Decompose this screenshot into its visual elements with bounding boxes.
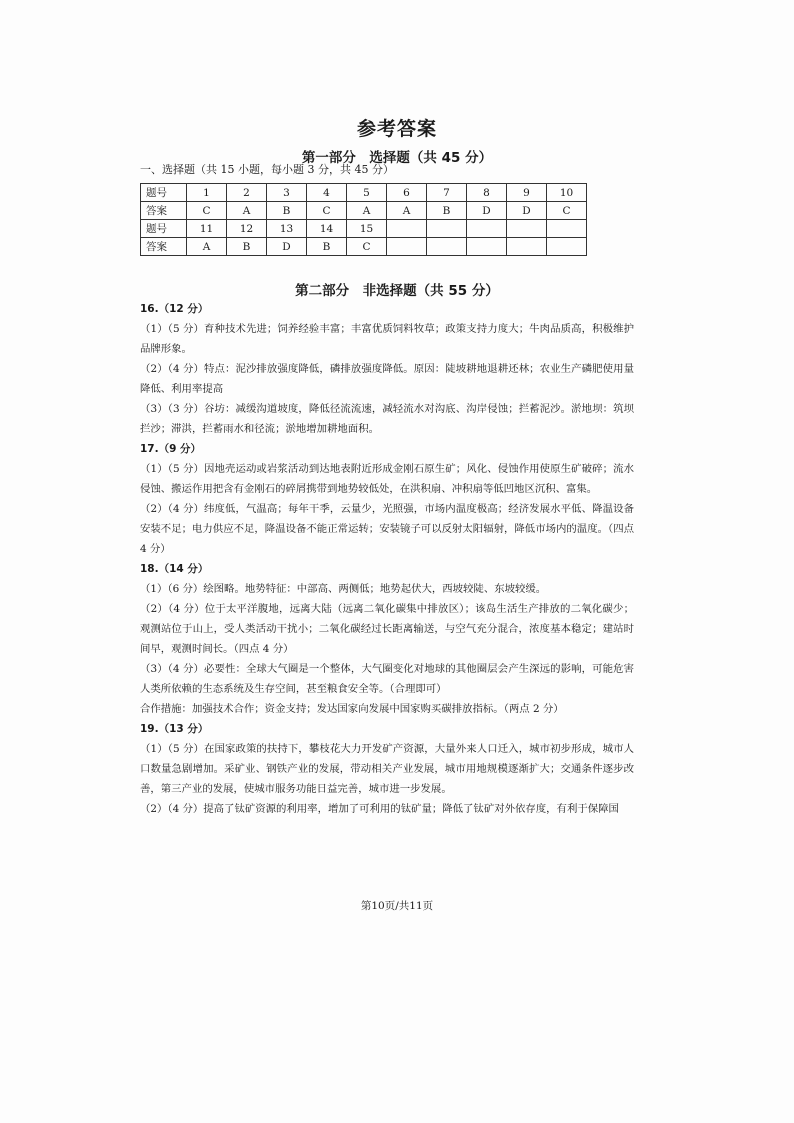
answer-cell: C: [307, 202, 347, 220]
answer-cell: D: [467, 202, 507, 220]
answer-paragraph: （2）（4 分）提高了钛矿资源的利用率，增加了可利用的钛矿量；降低了钛矿对外依存度，有利于保障国: [140, 803, 619, 815]
answer-cell: 5: [347, 184, 387, 202]
question-heading: 19.（13 分）: [140, 723, 209, 735]
answer-cell: [387, 220, 427, 238]
question-heading: 16.（12 分）: [140, 303, 209, 315]
questions-body: [140, 299, 634, 819]
answer-cell: 1: [187, 184, 227, 202]
question-heading: 18.（14 分）: [140, 563, 209, 575]
answer-cell: [387, 238, 427, 256]
answer-cell: D: [507, 202, 547, 220]
answer-cell: 4: [307, 184, 347, 202]
answer-table-row: [141, 184, 587, 202]
answer-cell: 3: [267, 184, 307, 202]
answer-cell: [507, 238, 547, 256]
answer-cell: B: [227, 238, 267, 256]
answer-table-row: [141, 238, 587, 256]
answer-cell: 9: [507, 184, 547, 202]
answer-cell: A: [187, 238, 227, 256]
answer-cell: B: [427, 202, 467, 220]
answer-cell: A: [347, 202, 387, 220]
question-heading: 17.（9 分）: [140, 443, 202, 455]
answer-paragraph: （1）（5 分）在国家政策的扶持下，攀枝花大力开发矿产资源，大量外来人口迁入，城市初步形成，城市人口数量急剧增加。采矿业、钢铁产业的发展，带动相关产业发展，城市用地规模逐渐扩大；交通条件逐步改善，第三产业的发展，使城市服务功能日益完善，城市进一步发展。: [140, 743, 634, 795]
answer-cell: [467, 220, 507, 238]
answer-paragraph: （2）（4 分）纬度低，气温高；每年干季，云量少，光照强，市场内温度极高；经济发展水平低、降温设备安装不足；电力供应不足，降温设备不能正常运转；安装镜子可以反射太阳辐射，降低市场内的温度。（四点 4 分）: [140, 503, 634, 555]
answer-cell: 14: [307, 220, 347, 238]
answer-cell: [467, 238, 507, 256]
answer-cell: C: [547, 202, 587, 220]
part2-heading: 第二部分 非选择题（共 55 分）: [295, 283, 499, 299]
row-header: 答案: [141, 202, 187, 220]
answer-cell: 2: [227, 184, 267, 202]
part1-heading: 第一部分 选择题（共 45 分）: [301, 150, 493, 166]
answer-cell: A: [227, 202, 267, 220]
answer-cell: D: [267, 238, 307, 256]
answer-cell: [507, 220, 547, 238]
row-header: 答案: [141, 238, 187, 256]
page-number: 第10页/共11页: [360, 900, 434, 912]
answer-cell: [547, 220, 587, 238]
answer-cell: 7: [427, 184, 467, 202]
answer-cell: [427, 238, 467, 256]
answer-cell: 11: [187, 220, 227, 238]
answer-cell: 10: [547, 184, 587, 202]
page-title: 参考答案: [356, 118, 437, 140]
section-note: 一、选择题（共 15 小题，每小题 3 分，共 45 分）: [140, 163, 394, 176]
answer-table-row: [141, 220, 587, 238]
answer-cell: C: [187, 202, 227, 220]
answer-cell: [427, 220, 467, 238]
answer-cell: [547, 238, 587, 256]
answer-cell: 13: [267, 220, 307, 238]
answer-cell: A: [387, 202, 427, 220]
answer-paragraph: （1）（5 分）因地壳运动或岩浆活动到达地表附近形成金刚石原生矿；风化、侵蚀作用使原生矿破碎；流水侵蚀、搬运作用把含有金刚石的碎屑携带到地势较低处，在洪积扇、冲积扇等低凹地区沉积、富集。: [140, 463, 634, 495]
answer-cell: 15: [347, 220, 387, 238]
answer-cell: 6: [387, 184, 427, 202]
answer-paragraph: （2）（4 分）位于太平洋腹地，远离大陆（远离二氧化碳集中排放区）；该岛生活生产排放的二氧化碳少；观测站位于山上，受人类活动干扰小；二氧化碳经过长距离输送，与空气充分混合，浓度基本稳定；建站时间早，观测时间长。（四点 4 分）: [140, 603, 634, 655]
answer-table-row: [141, 202, 587, 220]
answer-cell: 8: [467, 184, 507, 202]
answer-paragraph: 合作措施：加强技术合作；资金支持；发达国家向发展中国家购买碳排放指标。（两点 2 分）: [140, 703, 564, 715]
answer-cell: C: [347, 238, 387, 256]
row-header: 题号: [141, 220, 187, 238]
answer-table: [140, 183, 587, 256]
answer-paragraph: （3）（4 分）必要性：全球大气圈是一个整体，大气圈变化对地球的其他圈层会产生深远的影响，可能危害人类所依赖的生态系统及生存空间，甚至粮食安全等。（合理即可）: [140, 663, 634, 695]
answer-paragraph: （1）（6 分）绘图略。地势特征：中部高、两侧低；地势起伏大，西坡较陡、东坡较缓。: [140, 583, 547, 595]
answer-cell: B: [307, 238, 347, 256]
answer-cell: 12: [227, 220, 267, 238]
answer-paragraph: （2）（4 分）特点：泥沙排放强度降低，磷排放强度降低。原因：陡坡耕地退耕还林；农业生产磷肥使用量降低、利用率提高: [140, 363, 634, 395]
answer-paragraph: （3）（3 分）谷坊：减缓沟道坡度，降低径流流速，减轻流水对沟底、沟岸侵蚀；拦蓄泥沙。淤地坝：筑坝拦沙；滞洪，拦蓄雨水和径流；淤地增加耕地面积。: [140, 403, 634, 435]
row-header: 题号: [141, 184, 187, 202]
answer-paragraph: （1）（5 分）育种技术先进；饲养经验丰富；丰富优质饲料牧草；政策支持力度大；牛肉品质高，积极维护品牌形象。: [140, 323, 634, 355]
answer-cell: B: [267, 202, 307, 220]
